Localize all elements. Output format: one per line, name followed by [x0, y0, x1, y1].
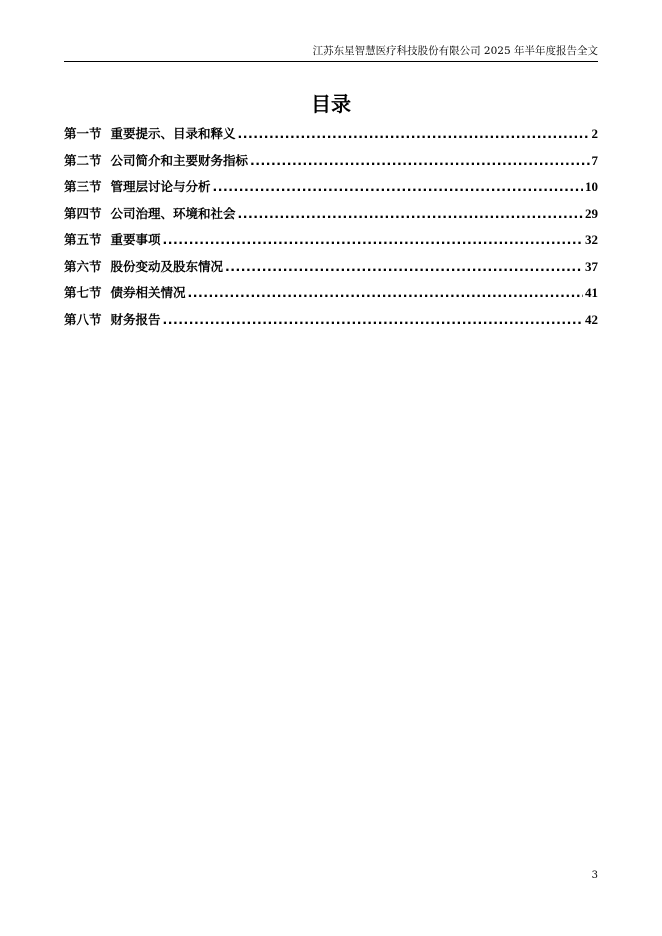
toc-page-number: 2	[591, 126, 598, 141]
toc-section-number: 第一节	[64, 126, 102, 141]
toc-entry-section-1[interactable]	[64, 124, 598, 151]
toc-section-name: 公司治理、环境和社会	[110, 205, 236, 221]
toc-title: 目录	[311, 92, 351, 116]
toc-section-name: 管理层讨论与分析	[110, 179, 211, 194]
toc-entry-section-5[interactable]	[64, 230, 598, 257]
toc-page-number: 32	[585, 232, 598, 247]
toc-entry-section-4[interactable]	[64, 204, 598, 231]
toc-page-number: 10	[585, 179, 598, 194]
toc-section-number: 第七节	[64, 285, 102, 300]
toc-dot-leader	[188, 285, 583, 300]
toc-section-number: 第四节	[64, 205, 102, 221]
toc-section-name: 股份变动及股东情况	[110, 258, 224, 274]
toc-dot-leader	[213, 179, 583, 194]
toc-dot-leader	[225, 259, 583, 274]
toc-entry-section-8[interactable]	[64, 310, 598, 337]
toc-dot-leader	[163, 312, 583, 327]
toc-dot-leader	[163, 232, 583, 247]
toc-section-name: 重要事项	[110, 232, 161, 247]
toc-dot-leader	[250, 153, 589, 168]
toc-dot-leader	[238, 206, 583, 221]
toc-page-number: 29	[585, 205, 598, 221]
toc-dot-leader	[238, 126, 590, 141]
page-number: 3	[591, 870, 598, 881]
toc-entry-section-7[interactable]	[64, 283, 598, 310]
table-of-contents	[64, 124, 598, 336]
toc-section-number: 第二节	[64, 152, 102, 168]
toc-page-number: 7	[591, 152, 598, 168]
toc-entry-section-3[interactable]	[64, 177, 598, 204]
toc-page-number: 41	[585, 285, 598, 300]
toc-entry-section-2[interactable]	[64, 151, 598, 178]
toc-section-number: 第八节	[64, 311, 102, 327]
toc-page-number: 37	[585, 258, 598, 274]
toc-section-number: 第六节	[64, 258, 102, 274]
toc-section-name: 财务报告	[110, 311, 161, 327]
running-header-title: 江苏东星智慧医疗科技股份有限公司 2025 年半年度报告全文	[312, 45, 598, 57]
toc-section-name: 债券相关情况	[110, 285, 186, 300]
toc-section-name: 公司简介和主要财务指标	[110, 152, 249, 168]
toc-section-number: 第三节	[64, 179, 102, 194]
toc-section-name: 重要提示、目录和释义	[110, 126, 236, 141]
toc-entry-section-6[interactable]	[64, 257, 598, 284]
toc-section-number: 第五节	[64, 232, 102, 247]
toc-page-number: 42	[585, 311, 598, 327]
page-header	[64, 44, 598, 62]
